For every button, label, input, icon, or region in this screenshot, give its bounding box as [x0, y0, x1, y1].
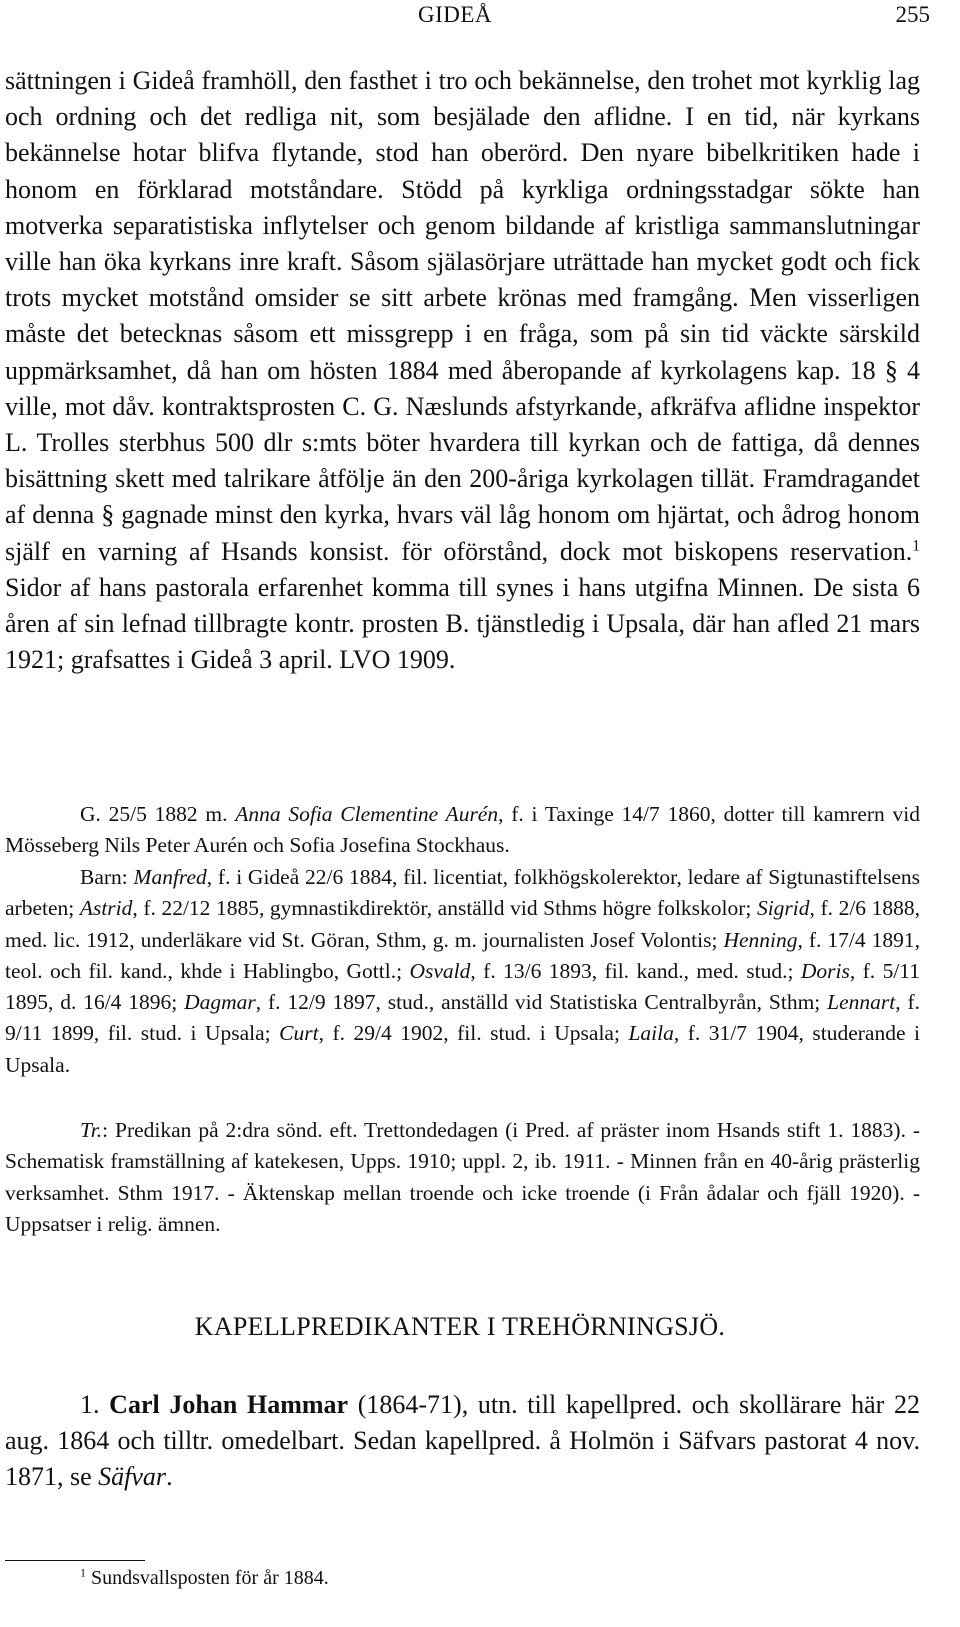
children-text: , f. 5/11 1895, d. 16/4 1896;	[5, 958, 920, 1015]
entry-paragraph	[5, 1387, 920, 1496]
writings-paragraph	[5, 1115, 920, 1240]
children-text: , f. 31/7 1904, studerande i Upsala.	[5, 1021, 920, 1077]
writings-text: : Predikan på 2:dra sönd. eft. Trettondedagen (i Pred. af präster inom Hsands stift 1. 1883). - Schematisk framställning af katekesen, Upps. 1910; uppl. 2, ib. 1911. - Minnen från en 40-årig prästerlig verksamhet. Sthm 1917. - Äktenskap mellan troende och icke troende (i Från ådalar och fjäll 1920). - Uppsatser i relig. ämnen.	[5, 1118, 920, 1236]
paragraph-text: sättningen i Gideå framhöll, den fasthet i tro och bekännelse, den trohet mot kyrklig lag och ordning och det redliga nit, som besjälade den aflidne. I en tid, när kyrkans bekännelse hotar blifva flytande, stod han oberörd. Den nyare bibelkritiken hade i honom en förklarad motståndare. Stödd på kyrkliga ordningsstadgar sökte han motverka separatistiska inflytelser och genom bildande af kristliga sammanslutningar ville han öka kyrkans inre kraft. Såsom själasörjare uträttade han mycket godt och fick trots mycket motstånd omsider se sitt arbete krönas med framgång. Men visserligen måste det betecknas såsom ett missgrepp i en fråga, som på sin tid väckte särskild uppmärksamhet, då han om hösten 1884 med åberopande af kyrkolagens kap. 18	[5, 66, 920, 385]
children-text: , f. 2/6 1888, med. lic. 1912, underläkare vid St. Göran, Sthm, g. m. journalisten Josef Volontis;	[5, 896, 920, 952]
footnote-rule	[5, 1560, 145, 1561]
marriage-paragraph	[5, 799, 920, 862]
page-number: 255	[895, 2, 930, 27]
child-name: Dagmar	[184, 990, 256, 1015]
child-name: Astrid	[79, 896, 133, 921]
child-name: Sigrid	[756, 896, 810, 921]
children-paragraph	[5, 862, 920, 1081]
entry-number: 1.	[80, 1390, 100, 1419]
marriage-details: , f. i Taxinge 14/7 1860, dotter till kamrern vid Mösseberg Nils Peter Aurén och Sofia Josefina Stockhaus.	[5, 802, 920, 858]
footnote-marker: 1	[80, 1565, 86, 1580]
wife-name: Anna Sofia Clementine Aurén	[235, 802, 499, 826]
section-heading: KAPELLPREDIKANTER I TREHÖRNINGSJÖ.	[194, 1312, 726, 1341]
child-name: Laila	[628, 1021, 674, 1046]
running-header-title: GIDEÅ	[417, 2, 493, 27]
paragraph-text: 4 ville, mot dåv. kontraktsprosten C. G. Næslunds afstyrkande, afkräfva aflidne inspektor L. Trolles sterbhus 500 dlr s:mts böter hvardera till kyrkan och de fattiga, då dennes bisättning skett med talrikare åtfölje än den 200-åriga kyrkolagen tillät. Framdragandet af denna	[5, 355, 921, 530]
children-text: Barn:	[80, 865, 134, 889]
children-text: , f. 22/12 1885, gymnastikdirektör, anställd vid Sthms högre folkskolor;	[132, 896, 757, 921]
paragraph-text: Sidor af hans pastorala erfarenhet komma till synes i hans utgifna Minnen. De sista 6 åren af sin lefnad tillbragte kontr. prosten B. tjänstledig i Upsala, där han afled 21 mars 1921; grafsattes i Gideå 3 april. LVO 1909.	[5, 572, 920, 675]
child-name: Doris	[800, 958, 850, 983]
children-text: , f. 17/4 1891, teol. och fil. kand., khde i Hablingbo, Gottl.;	[5, 927, 920, 983]
children-text: , f. 12/9 1897, stud., anställd vid Statistiska Centralbyrån, Sthm;	[255, 990, 828, 1015]
entry-text: (1864-71), utn. till kapellpred. och skollärare här 22 aug. 1864 och tilltr. omedelbart. Sedan kapellpred. å Holmön i Säfvars pastorat 4 nov. 1871, se	[5, 1390, 920, 1492]
footnote-text: Sundsvallsposten för år 1884.	[86, 1567, 329, 1589]
writings-label: Tr.	[80, 1118, 103, 1142]
child-name: Henning	[723, 927, 798, 952]
biography-paragraph	[5, 63, 920, 678]
paragraph-text: gagnade minst den kyrka, hvars väl låg honom om hjärtat, och ådrog honom själf en varning af Hsands konsist. för oförstånd, dock mot biskopens reservation.	[5, 500, 921, 566]
child-name: Curt	[279, 1021, 319, 1046]
child-name: Osvald	[409, 958, 471, 983]
children-text: , f. i Gideå 22/6 1884, fil. licentiat, folkhögskolerektor, ledare af Sigtunastiftelsens arbeten;	[5, 865, 920, 921]
footnote	[80, 1567, 329, 1590]
entry-text: .	[166, 1462, 173, 1492]
marriage-prefix: G. 25/5 1882 m.	[80, 802, 236, 826]
child-name: Lennart	[827, 990, 896, 1015]
children-text: , f. 13/6 1893, fil. kand., med. stud.;	[470, 958, 801, 983]
child-name: Manfred	[133, 865, 207, 889]
children-text: , f. 29/4 1902, fil. stud. i Upsala;	[318, 1021, 629, 1046]
footnote-reference: 1	[912, 536, 920, 554]
section-sign: §	[101, 500, 115, 530]
section-sign: §	[884, 355, 898, 385]
cross-reference: Säfvar	[98, 1462, 167, 1492]
entry-name: Carl Johan Hammar	[109, 1390, 349, 1419]
children-text: , f. 9/11 1899, fil. stud. i Upsala;	[5, 990, 920, 1046]
